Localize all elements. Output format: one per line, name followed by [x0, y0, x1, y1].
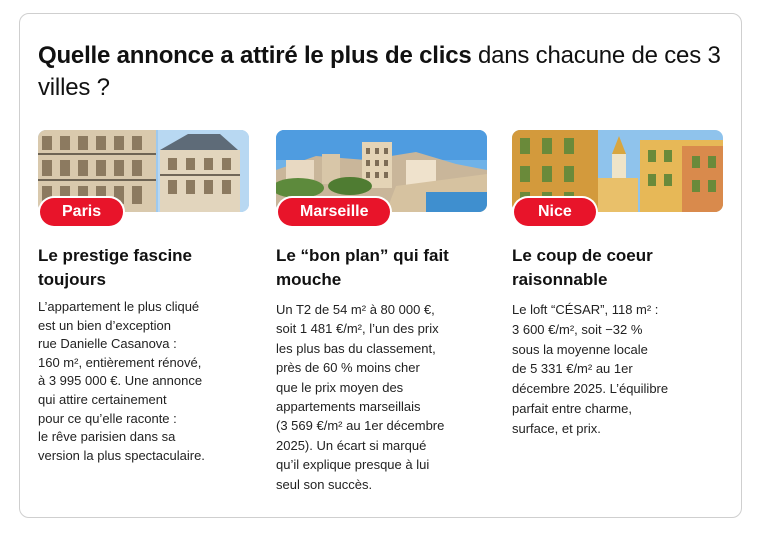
body-line: sous la moyenne locale	[512, 341, 648, 357]
body-line: 160 m², entièrement rénové,	[38, 354, 202, 370]
city-heading-nice: Le coup de coeur raisonnable	[512, 246, 653, 289]
body-line: les plus bas du classement,	[276, 340, 436, 356]
body-line: pour ce qu’elle raconte :	[38, 410, 177, 426]
body-line: L’appartement le plus cliqué	[38, 299, 200, 314]
body-line: Un T2 de 54 m² à 80 000 €,	[276, 302, 435, 317]
body-line: Le loft “CÉSAR”, 118 m² :	[512, 302, 659, 317]
city-label-paris: Paris	[40, 198, 123, 226]
body-line: décembre 2025. L’équilibre	[512, 381, 669, 397]
body-line: soit 1 481 €/m², l’un des prix	[276, 321, 439, 337]
city-body-paris	[38, 298, 250, 465]
city-label-marseille: Marseille	[278, 198, 390, 226]
city-body-marseille	[276, 300, 488, 494]
body-line: de 5 331 €/m² au 1er	[512, 361, 633, 377]
city-card-nice	[512, 130, 724, 436]
body-line: le rêve parisien dans sa	[38, 429, 176, 445]
body-line: près de 60 % moins cher	[276, 360, 420, 376]
body-line: est un bien d’exception	[38, 317, 171, 333]
body-line: rue Danielle Casanova :	[38, 336, 177, 352]
city-card-marseille	[276, 130, 488, 492]
body-line: version la plus spectaculaire.	[38, 447, 205, 463]
body-line: parfait entre charme,	[512, 400, 632, 416]
body-line: seul son succès.	[276, 476, 373, 492]
body-line: à 3 995 000 €. Une annonce	[38, 373, 203, 389]
body-line: qui attire certainement	[38, 391, 167, 407]
body-line: surface, et prix.	[512, 420, 601, 436]
body-line: que le prix moyen des	[276, 379, 404, 395]
city-body-nice	[512, 300, 724, 439]
body-line: (3 569 €/m² au 1er décembre	[276, 418, 445, 434]
city-heading-marseille: Le “bon plan” qui fait mouche	[276, 246, 449, 289]
body-line: 2025). Un écart si marqué	[276, 437, 427, 453]
body-line: qu’il explique presque à lui	[276, 457, 430, 473]
title-bold: Quelle annonce a attiré le plus de clics	[38, 42, 472, 69]
city-card-paris	[38, 130, 250, 463]
body-line: appartements marseillais	[276, 399, 421, 415]
title-rest: dans chacune de ces 3 villes ?	[38, 42, 721, 101]
city-heading-paris: Le prestige fascine toujours	[38, 246, 193, 289]
page-title	[38, 40, 728, 104]
city-label-nice: Nice	[514, 198, 596, 226]
body-line: 3 600 €/m², soit −32 %	[512, 321, 643, 337]
